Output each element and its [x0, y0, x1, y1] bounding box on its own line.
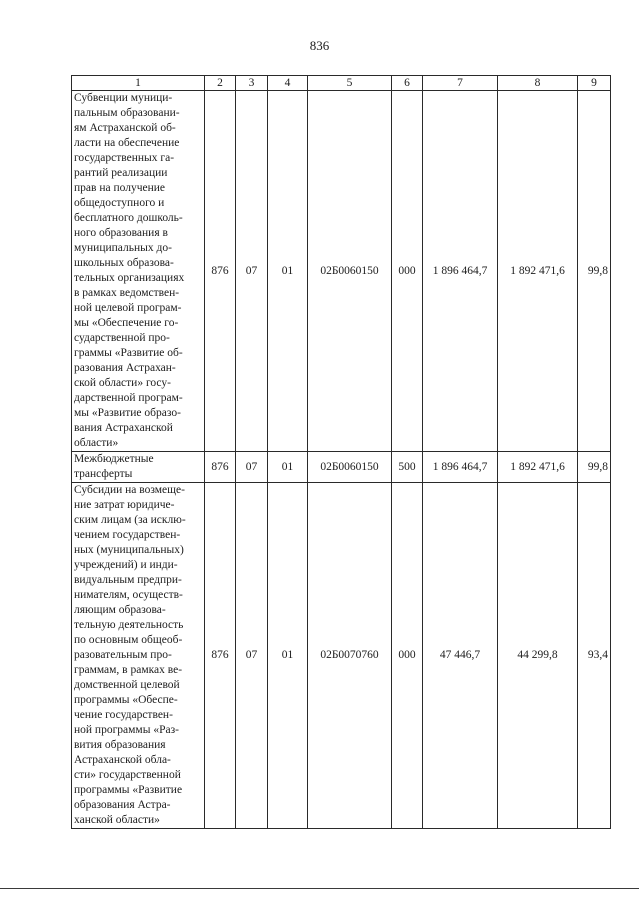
description-line: сударственной про- — [74, 332, 170, 344]
description-line: нимателям, осуществ- — [74, 589, 183, 601]
cell-ministry-code: 876 — [205, 91, 236, 452]
description-line: ханской области» — [74, 814, 160, 826]
budget-table — [71, 75, 611, 829]
cell-ministry-code: 876 — [205, 452, 236, 483]
header-col-5: 5 — [308, 76, 392, 91]
cell-percent: 99,8 — [578, 452, 611, 483]
description-line: образования Астра- — [74, 799, 171, 811]
header-col-7: 7 — [423, 76, 498, 91]
cell-target-article: 02Б0070760 — [308, 483, 392, 829]
cell-actual-amount: 1 892 471,6 — [498, 452, 578, 483]
description-line: видуальным предпри- — [74, 574, 182, 586]
cell-actual-amount: 1 892 471,6 — [498, 91, 578, 452]
description-line: ние затрат юридиче- — [74, 499, 175, 511]
description-line: граммы «Развитие об- — [74, 347, 183, 359]
description-line: тельную деятельность — [74, 619, 184, 631]
description-line: ной программы «Раз- — [74, 724, 179, 736]
description-line: вания Астраханской — [74, 422, 173, 434]
description-line: разования Астрахан- — [74, 362, 176, 374]
header-col-6: 6 — [392, 76, 423, 91]
cell-ministry-code: 876 — [205, 483, 236, 829]
cell-planned-amount: 1 896 464,7 — [423, 452, 498, 483]
description-line: Астраханской обла- — [74, 754, 171, 766]
description-line: домственной целевой — [74, 679, 180, 691]
description-line: дарственной програм- — [74, 392, 183, 404]
description-line: ных (муниципальных) — [74, 544, 184, 556]
cell-actual-amount: 44 299,8 — [498, 483, 578, 829]
cell-percent: 93,4 — [578, 483, 611, 829]
description-line: школьных образова- — [74, 257, 174, 269]
table-row — [72, 452, 611, 483]
cell-section: 07 — [236, 91, 268, 452]
description-line: программы «Развитие — [74, 784, 183, 796]
description-line: пальным образовани- — [74, 107, 180, 119]
cell-subsection: 01 — [268, 483, 308, 829]
description-line: учреждений) и инди- — [74, 559, 178, 571]
description-line: мы «Обеспечение го- — [74, 317, 179, 329]
cell-target-article: 02Б0060150 — [308, 452, 392, 483]
description-line: ской области» госу- — [74, 377, 171, 389]
cell-section: 07 — [236, 452, 268, 483]
description-line: ного образования в — [74, 227, 168, 239]
description-line: ной целевой програм- — [74, 302, 182, 314]
description-line: мы «Развитие образо- — [74, 407, 181, 419]
description-line: Субсидии на возмеще- — [74, 484, 185, 496]
description-line: государственных га- — [74, 152, 175, 164]
header-col-9: 9 — [578, 76, 611, 91]
description-line: ским лицам (за исклю- — [74, 514, 186, 526]
cell-expense-type: 000 — [392, 91, 423, 452]
header-col-1: 1 — [72, 76, 205, 91]
bottom-rule — [0, 888, 639, 889]
description-line: бесплатного дошколь- — [74, 212, 183, 224]
page-number: 836 — [309, 38, 330, 53]
cell-planned-amount: 1 896 464,7 — [423, 91, 498, 452]
description-line: сти» государственной — [74, 769, 181, 781]
header-col-2: 2 — [205, 76, 236, 91]
description-line: ям Астраханской об- — [74, 122, 176, 134]
description-line: рантий реализации — [74, 167, 168, 179]
header-row — [72, 76, 611, 91]
description-line: в рамках ведомствен- — [74, 287, 180, 299]
description-line: ласти на обеспечение — [74, 137, 180, 149]
description-line: трансферты — [74, 468, 133, 480]
cell-expense-type: 000 — [392, 483, 423, 829]
cell-expense-type: 500 — [392, 452, 423, 483]
description-line: ляющим образова- — [74, 604, 166, 616]
description-line: разовательным про- — [74, 649, 172, 661]
description-line: Субвенции муници- — [74, 92, 173, 104]
header-col-8: 8 — [498, 76, 578, 91]
row-description — [72, 91, 205, 452]
cell-target-article: 02Б0060150 — [308, 91, 392, 452]
description-line: муниципальных до- — [74, 242, 172, 254]
table-row — [72, 91, 611, 452]
description-line: области» — [74, 437, 119, 449]
header-col-3: 3 — [236, 76, 268, 91]
description-line: Межбюджетные — [74, 453, 154, 465]
cell-section: 07 — [236, 483, 268, 829]
cell-subsection: 01 — [268, 91, 308, 452]
table-row — [72, 483, 611, 829]
description-line: чением государствен- — [74, 529, 181, 541]
cell-percent: 99,8 — [578, 91, 611, 452]
description-line: по основным общеоб- — [74, 634, 183, 646]
description-line: вития образования — [74, 739, 166, 751]
cell-subsection: 01 — [268, 452, 308, 483]
row-description — [72, 483, 205, 829]
row-description — [72, 452, 205, 483]
description-line: граммам, в рамках ве- — [74, 664, 183, 676]
description-line: прав на получение — [74, 182, 165, 194]
description-line: общедоступного и — [74, 197, 165, 209]
cell-planned-amount: 47 446,7 — [423, 483, 498, 829]
header-col-4: 4 — [268, 76, 308, 91]
description-line: чение государствен- — [74, 709, 173, 721]
description-line: программы «Обеспе- — [74, 694, 178, 706]
description-line: тельных организациях — [74, 272, 185, 284]
